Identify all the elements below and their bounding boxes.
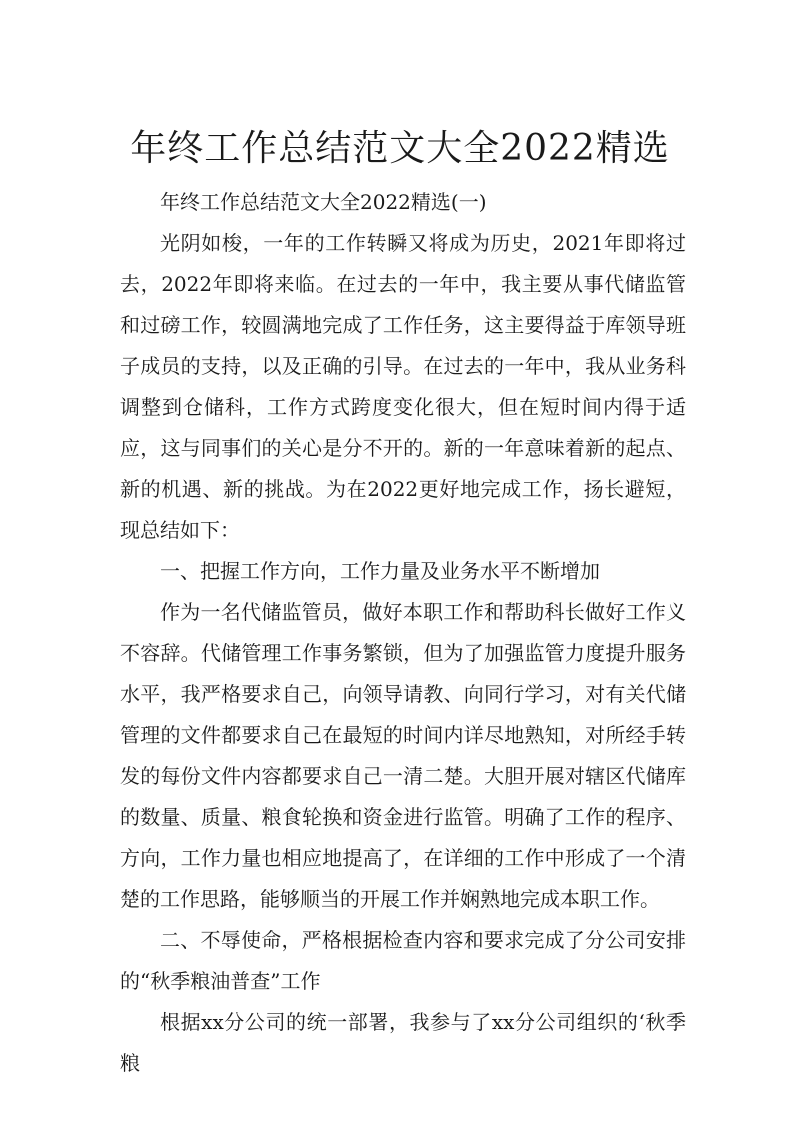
subtitle-paragraph: 年终工作总结范文大全2022精选(一) <box>160 190 487 214</box>
section-paragraph-2: 根据xx分公司的统一部署，我参与了xx分公司组织的‘秋季粮 <box>120 1010 686 1075</box>
section-heading-1: 一、把握工作方向，工作力量及业务水平不断增加 <box>160 559 600 583</box>
document-body <box>120 182 686 1084</box>
section-heading-2: 二、不辱使命，严格根据检查内容和要求完成了分公司安排的“秋季粮油普查”工作 <box>120 928 686 993</box>
intro-paragraph: 光阴如梭，一年的工作转瞬又将成为历史，2021年即将过去，2022年即将来临。在过去的一年中，我主要从事代储监管和过磅工作，较圆满地完成了工作任务，这主要得益于库领导班子成员的支持，以及正确的引导。在过去的一年中，我从业务科调整到仓储科，工作方式跨度变化很大，但在短时间内得于适应，这与同事们的关心是分不开的。新的一年意味着新的起点、新的机遇、新的挑战。为在2022更好地完成工作，扬长避短，现总结如下： <box>120 231 686 542</box>
section-paragraph-1: 作为一名代储监管员，做好本职工作和帮助科长做好工作义不容辞。代储管理工作事务繁锁，但为了加强监管力度提升服务水平，我严格要求自己，向领导请教、向同行学习，对有关代储管理的文件都要求自己在最短的时间内详尽地熟知，对所经手转发的每份文件内容都要求自己一清二楚。大胆开展对辖区代储库的数量、质量、粮食轮换和资金进行监管。明确了工作的程序、方向，工作力量也相应地提高了，在详细的工作中形成了一个清楚的工作思路，能够顺当的开展工作并娴熟地完成本职工作。 <box>120 600 686 911</box>
document-title: 年终工作总结范文大全2022精选 <box>130 128 670 169</box>
